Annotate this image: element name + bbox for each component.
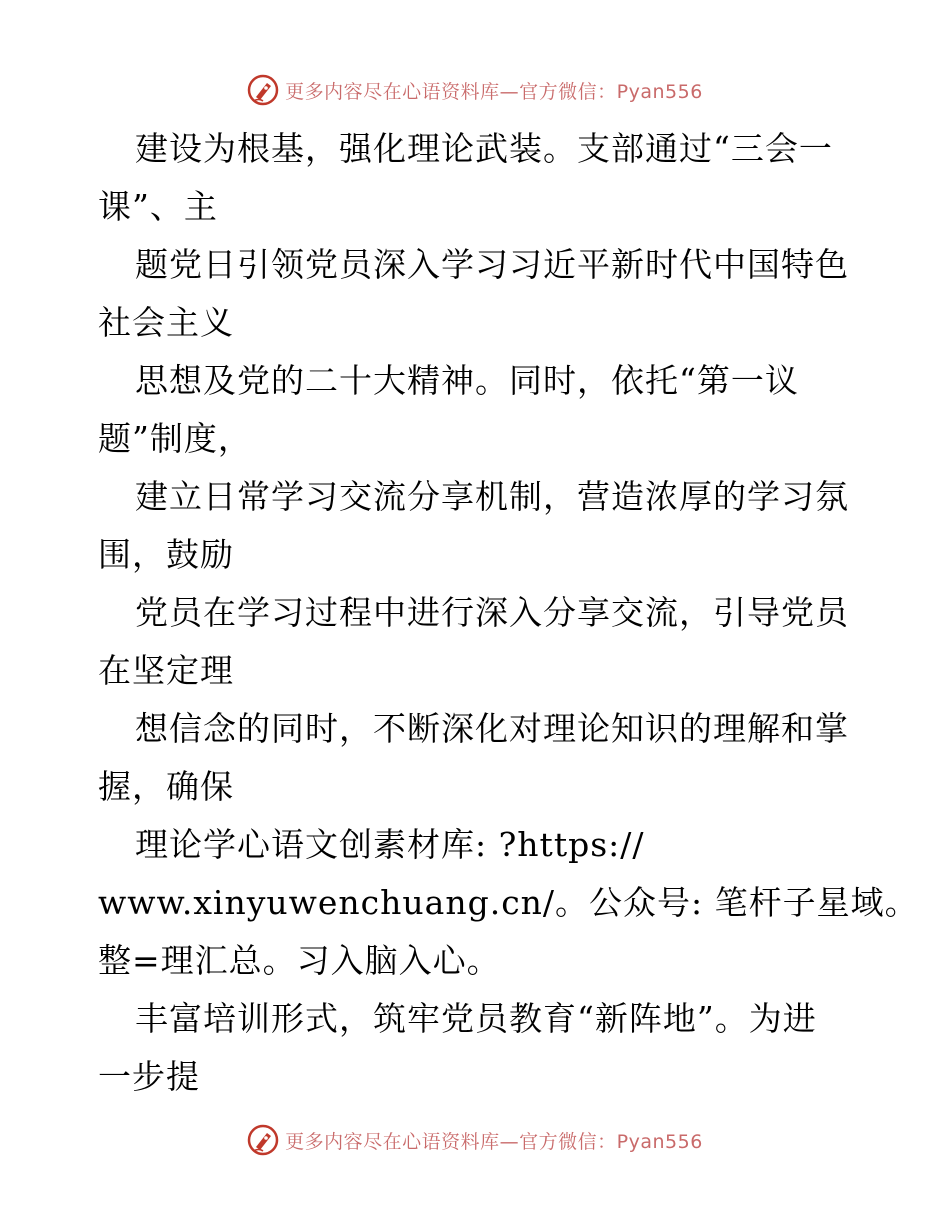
paragraph-line: 理论学心语文创素材库: ?https:// bbox=[135, 825, 645, 864]
footer-banner bbox=[0, 1120, 950, 1160]
paragraph-line: 思想及党的二十大精神。同时，依托“第一议 bbox=[135, 361, 799, 400]
paragraph-line: 在坚定理 bbox=[98, 651, 234, 690]
paragraph-line: 党员在学习过程中进行深入分享交流，引导党员 bbox=[135, 593, 849, 632]
paragraph-line: 一步提 bbox=[98, 1057, 200, 1096]
header-banner-text: 更多内容尽在心语资料库—官方微信：Pyan556 bbox=[285, 80, 703, 103]
paragraph-line: 丰富培训形式，筑牢党员教育“新阵地”。为进 bbox=[135, 999, 817, 1038]
pen-nib-logo-icon bbox=[247, 74, 279, 106]
paragraph-line: 题”制度， bbox=[98, 419, 252, 458]
paragraph-line: 社会主义 bbox=[98, 303, 234, 342]
paragraph-line: www.xinyuwenchuang.cn/。公众号: 笔杆子星域。 bbox=[98, 883, 919, 922]
paragraph-line: 课”、主 bbox=[98, 187, 218, 226]
paragraph-line: 题党日引领党员深入学习习近平新时代中国特色 bbox=[135, 245, 849, 284]
paragraph-line: 握，确保 bbox=[98, 767, 234, 806]
header-banner bbox=[0, 70, 950, 110]
paragraph-line: 围，鼓励 bbox=[98, 535, 234, 574]
pen-nib-logo-icon bbox=[247, 1124, 279, 1156]
paragraph-line: 想信念的同时，不断深化对理论知识的理解和掌 bbox=[135, 709, 849, 748]
footer-banner-text: 更多内容尽在心语资料库—官方微信：Pyan556 bbox=[285, 1130, 703, 1153]
paragraph-line: 建立日常学习交流分享机制，营造浓厚的学习氛 bbox=[135, 477, 849, 516]
paragraph-line: 整=理汇总。习入脑入心。 bbox=[98, 941, 501, 980]
paragraph-line: 建设为根基，强化理论武装。支部通过“三会一 bbox=[135, 129, 833, 168]
